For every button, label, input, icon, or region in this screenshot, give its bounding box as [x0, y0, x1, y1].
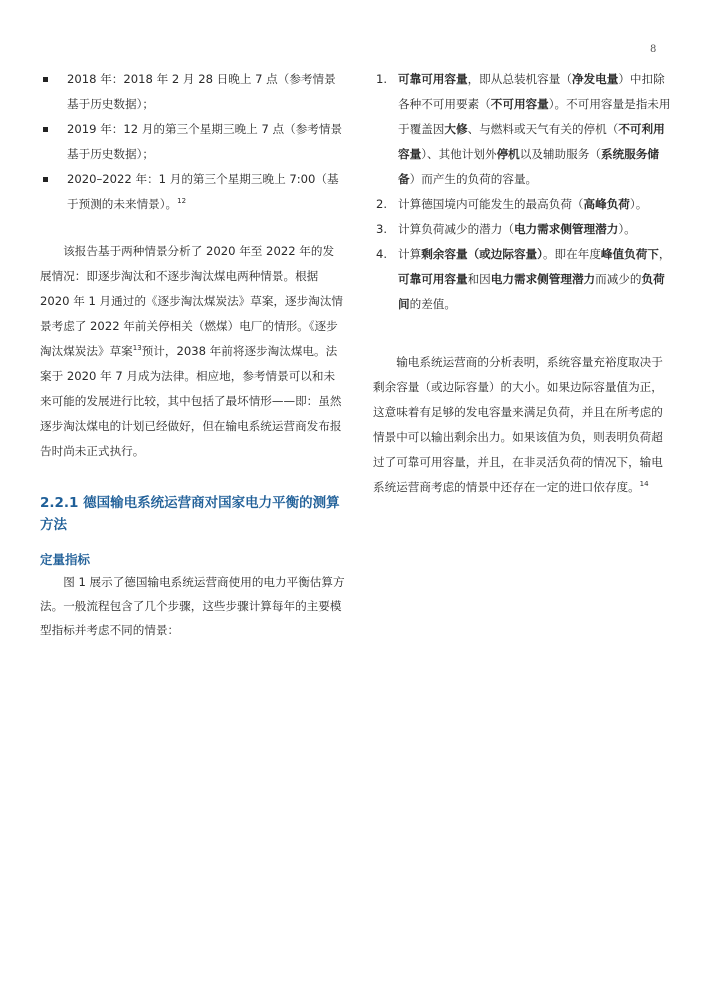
paragraph-text: 该报告基于两种情景分析了 2020 年至 2022 年的发展情况：即逐步淘汰和不逐步淘汰煤电两种情景。根据 2020 年 1 月通过的《逐步淘汰煤炭法》草案，逐步淘汰情景考虑了 2022 年前关停相关（燃煤）电厂的情形。《逐步淘汰煤炭法》草案: [40, 244, 344, 358]
subheading: 定量指标: [40, 552, 91, 567]
body-paragraph: [40, 239, 345, 464]
section-heading: 2.2.1 德国输电系统运营商对国家电力平衡的测算方法: [40, 495, 340, 533]
step-item: [373, 67, 673, 192]
step-term: 剩余容量（或边际容量）: [421, 247, 543, 261]
step-text: ）。: [618, 222, 636, 236]
step-text: 的差值。: [409, 297, 456, 311]
step-number: 4.: [376, 247, 388, 261]
step-term: 高峰负荷: [583, 197, 630, 211]
step-term: 电力需求侧管理潜力: [513, 222, 619, 236]
step-term: 峰值负荷下: [600, 247, 659, 261]
step-text: ，: [658, 247, 671, 261]
step-item: [373, 217, 673, 242]
step-text: ）、其他计划外: [421, 147, 497, 161]
bullet-marker: [43, 177, 48, 182]
scenario-list: [40, 67, 345, 217]
step-text: 计算: [398, 247, 422, 261]
step-text: ）而产生的负荷的容量。: [409, 172, 538, 186]
step-text: ，即从总装机容量（: [467, 72, 572, 86]
step-text: 和因: [467, 272, 491, 286]
right-column: [373, 67, 673, 500]
step-term: 系统服务储备: [398, 147, 659, 186]
step-number: 3.: [376, 222, 388, 236]
left-column: [40, 67, 345, 464]
step-term: 负荷间: [398, 272, 665, 311]
page-number: 8: [650, 44, 657, 55]
step-term: 可靠可用容量: [398, 272, 468, 286]
step-item: [373, 242, 673, 317]
bullet-marker: [43, 127, 48, 132]
step-number: 1.: [376, 72, 388, 86]
footnote-ref: 13: [132, 344, 142, 353]
paragraph-text: 预计，2038 年前将逐步淘汰煤电。法案于 2020 年 7 月成为法律。相应地，参考情景可以和未来可能的发展进行比较，其中包括了最坏情形——即：虽然逐步淘汰煤电的计划已经做好，但在输电系统运营商发布报告时尚未正式执行。: [40, 344, 342, 458]
step-term: 电力需求侧管理潜力: [490, 272, 596, 286]
bullet-text: 2020–2022 年：1 月的第三个星期三晚上 7:00（基于预测的未来情景）。: [67, 172, 339, 211]
step-text: 以及辅助服务（: [519, 147, 601, 161]
bullet-text: 2018 年：2018 年 2 月 28 日晚上 7 点（参考情景基于历史数据）；: [67, 72, 336, 111]
step-text: ）。: [629, 197, 648, 211]
step-text: ）中扣除各种不可用要素（: [398, 72, 665, 111]
step-text: 、与燃料或天气有关的停机（: [467, 122, 619, 136]
step-text: 计算德国境内可能发生的最高负荷（: [398, 197, 584, 211]
step-number: 2.: [376, 197, 388, 211]
paragraph-text: 输电系统运营商的分析表明，系统容量充裕度取决于剩余容量（或边际容量）的大小。如果边际容量值为正，这意味着有足够的发电容量来满足负荷，并且在所考虑的情景中可以输出剩余出力。如果该值为负，则表明负荷超过了可靠可用容量，并且，在非灵活负荷的情况下，输电系统运营商考虑的情景中还存在一定的进口依存度。: [373, 355, 663, 494]
footnote-ref: 14: [639, 480, 649, 489]
step-term: 不可利用容量: [398, 122, 665, 161]
step-text: 而减少的: [595, 272, 642, 286]
step-text: 计算负荷减少的潜力（: [398, 222, 514, 236]
step-text: ）。不可用容量是指未用于覆盖因: [398, 97, 671, 136]
list-item: [40, 67, 345, 117]
bullet-text: 2019 年：12 月的第三个星期三晚上 7 点（参考情景基于历史数据）；: [67, 122, 343, 161]
step-term: 净发电量: [571, 72, 619, 86]
step-text: 。即在年度: [542, 247, 601, 261]
list-item: [40, 167, 345, 217]
step-term: 停机: [496, 147, 520, 161]
step-term: 不可用容量: [490, 97, 549, 111]
list-item: [40, 117, 345, 167]
footnote-ref: 12: [177, 197, 187, 206]
bullet-marker: [43, 77, 48, 82]
body-paragraph: [373, 350, 673, 500]
step-term: 大修: [444, 122, 468, 136]
steps-list: [373, 67, 673, 317]
body-paragraph: 图 1 展示了德国输电系统运营商使用的电力平衡估算方法。一般流程包含了几个步骤，这些步骤计算每年的主要模型指标并考虑不同的情景：: [40, 575, 345, 637]
step-term: 可靠可用容量: [398, 72, 468, 86]
step-item: [373, 192, 673, 217]
